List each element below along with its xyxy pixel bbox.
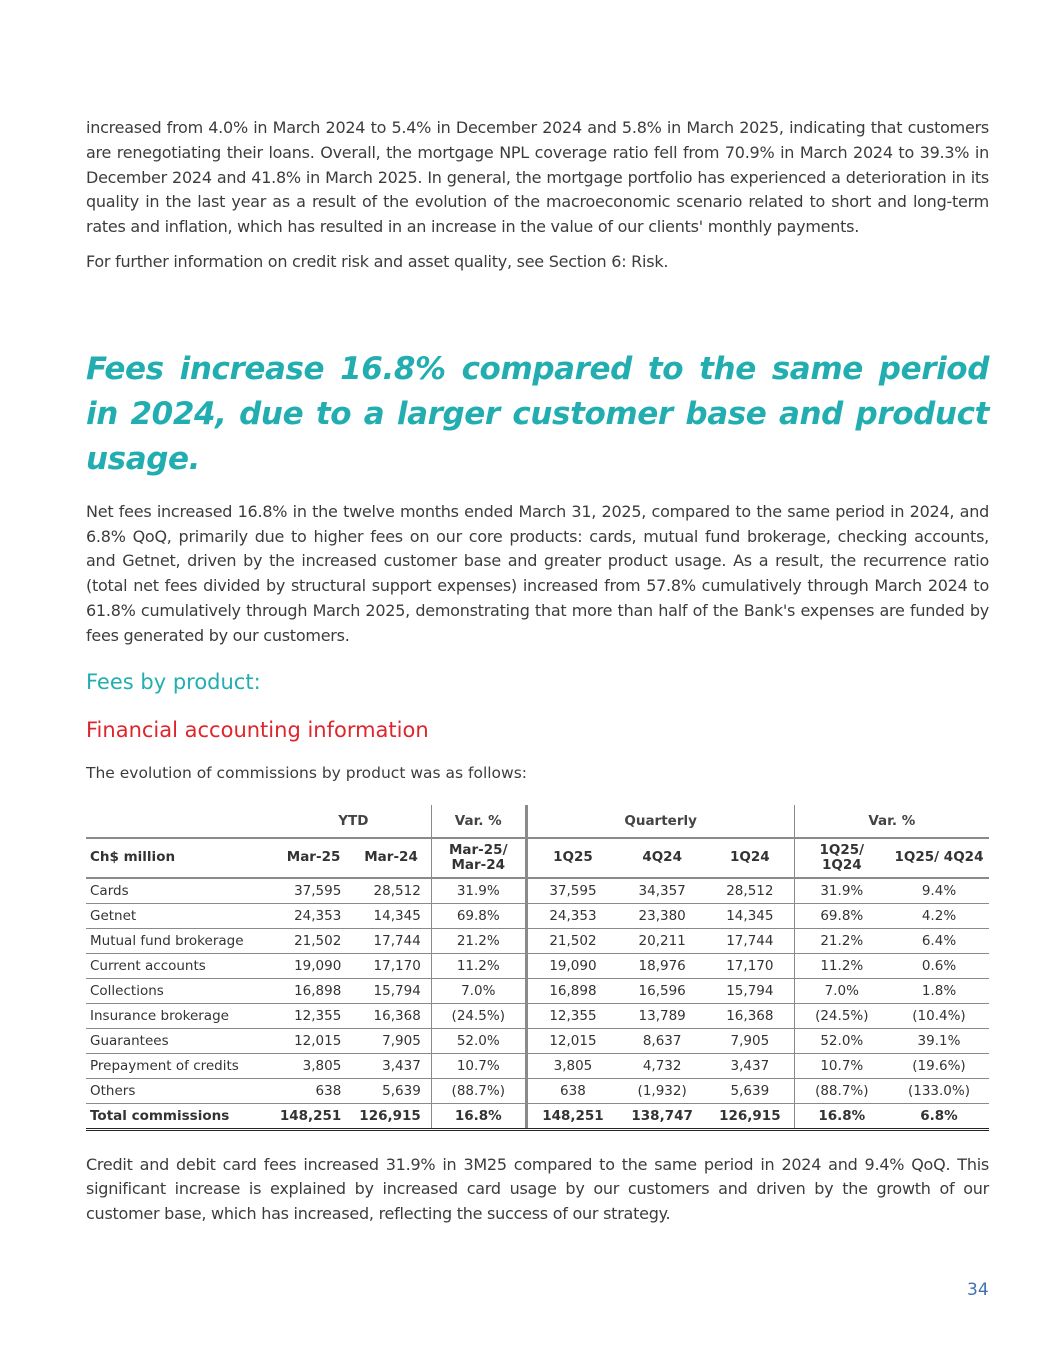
cell-value: 12,015 bbox=[526, 1028, 618, 1053]
row-label: Total commissions bbox=[86, 1103, 276, 1129]
cell-value: 13,789 bbox=[618, 1003, 706, 1028]
column-header-row bbox=[86, 838, 989, 878]
group-header-row bbox=[86, 805, 989, 838]
cell-value: 148,251 bbox=[526, 1103, 618, 1129]
col-1q25: 1Q25 bbox=[526, 838, 618, 878]
cell-value: 11.2% bbox=[431, 953, 526, 978]
subheading-fees-by-product: Fees by product: bbox=[86, 669, 261, 694]
cell-value: 12,355 bbox=[526, 1003, 618, 1028]
col-mar25: Mar-25 bbox=[276, 838, 352, 878]
cell-value: 28,512 bbox=[351, 878, 431, 904]
table-row bbox=[86, 928, 989, 953]
cell-value: (1,932) bbox=[618, 1078, 706, 1103]
col-var-ytd: Mar-25/ Mar-24 bbox=[431, 838, 526, 878]
table-row bbox=[86, 1003, 989, 1028]
cell-value: 10.7% bbox=[431, 1053, 526, 1078]
cell-value: 6.8% bbox=[889, 1103, 989, 1129]
cell-value: 24,353 bbox=[526, 903, 618, 928]
cell-value: 37,595 bbox=[276, 878, 352, 904]
cell-value: 5,639 bbox=[351, 1078, 431, 1103]
cell-value: 52.0% bbox=[794, 1028, 889, 1053]
table-intro: The evolution of commissions by product was as follows: bbox=[86, 763, 528, 782]
cell-value: 16,596 bbox=[618, 978, 706, 1003]
row-label: Insurance brokerage bbox=[86, 1003, 276, 1028]
cell-value: 3,437 bbox=[706, 1053, 794, 1078]
cell-value: 52.0% bbox=[431, 1028, 526, 1053]
paragraph-card-fees: Credit and debit card fees increased 31.9% in 3M25 compared to the same period in 2024 and 9.4% QoQ. This significant increase is explained by increased card usage by our customers and driven by the growth of our customer base, which has increased, reflecting the success of our strategy. bbox=[86, 1154, 989, 1224]
page-number: 34 bbox=[967, 1280, 989, 1300]
cell-value: 126,915 bbox=[351, 1103, 431, 1129]
cell-value: 16,898 bbox=[276, 978, 352, 1003]
row-label: Collections bbox=[86, 978, 276, 1003]
col-var-1q: 1Q25/ 1Q24 bbox=[794, 838, 889, 878]
row-label: Guarantees bbox=[86, 1028, 276, 1053]
cell-value: 3,805 bbox=[526, 1053, 618, 1078]
cell-value: (24.5%) bbox=[431, 1003, 526, 1028]
cell-value: 69.8% bbox=[794, 903, 889, 928]
group-var-ytd: Var. % bbox=[431, 805, 526, 838]
cell-value: (10.4%) bbox=[889, 1003, 989, 1028]
col-1q24: 1Q24 bbox=[706, 838, 794, 878]
cell-value: 14,345 bbox=[351, 903, 431, 928]
commissions-table bbox=[86, 805, 989, 1131]
row-label: Others bbox=[86, 1078, 276, 1103]
cell-value: 8,637 bbox=[618, 1028, 706, 1053]
page-content bbox=[86, 116, 989, 1227]
cell-value: 9.4% bbox=[889, 878, 989, 904]
row-label: Mutual fund brokerage bbox=[86, 928, 276, 953]
group-quarterly: Quarterly bbox=[526, 805, 794, 838]
cell-value: 21,502 bbox=[276, 928, 352, 953]
cell-value: 5,639 bbox=[706, 1078, 794, 1103]
subheading-financial-info: Financial accounting information bbox=[86, 717, 429, 742]
cell-value: 16.8% bbox=[794, 1103, 889, 1129]
cell-value: 4.2% bbox=[889, 903, 989, 928]
cell-value: 7,905 bbox=[706, 1028, 794, 1053]
cell-value: 7.0% bbox=[431, 978, 526, 1003]
cell-value: (24.5%) bbox=[794, 1003, 889, 1028]
col-var-4q: 1Q25/ 4Q24 bbox=[889, 838, 989, 878]
cell-value: 12,015 bbox=[276, 1028, 352, 1053]
table-row bbox=[86, 953, 989, 978]
cell-value: 19,090 bbox=[526, 953, 618, 978]
cell-value: 15,794 bbox=[351, 978, 431, 1003]
cell-value: 17,744 bbox=[351, 928, 431, 953]
cell-value: 16,368 bbox=[351, 1003, 431, 1028]
cell-value: 24,353 bbox=[276, 903, 352, 928]
cell-value: 17,744 bbox=[706, 928, 794, 953]
cell-value: 0.6% bbox=[889, 953, 989, 978]
table-row bbox=[86, 978, 989, 1003]
cell-value: 21,502 bbox=[526, 928, 618, 953]
col-label: Ch$ million bbox=[86, 838, 276, 878]
cell-value: 17,170 bbox=[706, 953, 794, 978]
cell-value: 638 bbox=[276, 1078, 352, 1103]
cell-value: 28,512 bbox=[706, 878, 794, 904]
cell-value: 39.1% bbox=[889, 1028, 989, 1053]
section-heading-fees: Fees increase 16.8% compared to the same period in 2024, due to a larger customer base and product usage. bbox=[86, 350, 989, 477]
cell-value: 23,380 bbox=[618, 903, 706, 928]
paragraph-net-fees: Net fees increased 16.8% in the twelve months ended March 31, 2025, compared to the same period in 2024, and 6.8% QoQ, primarily due to higher fees on our core products: cards, mutual fund brokerage, checking accounts, and Getnet, driven by the increased customer base and greater product usage. As a result, the recurrence ratio (total net fees divided by structural support expenses) increased from 57.8% cumulatively through March 2024 to 61.8% cumulatively through March 2025, demonstrating that more than half of the Bank's expenses are funded by fees generated by our customers. bbox=[86, 501, 989, 645]
cell-value: 21.2% bbox=[794, 928, 889, 953]
group-ytd: YTD bbox=[338, 812, 369, 829]
cell-value: 37,595 bbox=[526, 878, 618, 904]
cell-value: 16,898 bbox=[526, 978, 618, 1003]
row-label: Getnet bbox=[86, 903, 276, 928]
cell-value: 21.2% bbox=[431, 928, 526, 953]
col-4q24: 4Q24 bbox=[618, 838, 706, 878]
table-row bbox=[86, 1078, 989, 1103]
table-row bbox=[86, 1028, 989, 1053]
table-row bbox=[86, 1053, 989, 1078]
cell-value: 1.8% bbox=[889, 978, 989, 1003]
cell-value: 7,905 bbox=[351, 1028, 431, 1053]
table-row bbox=[86, 1103, 989, 1129]
table-row bbox=[86, 878, 989, 904]
cell-value: 15,794 bbox=[706, 978, 794, 1003]
cell-value: 31.9% bbox=[431, 878, 526, 904]
cell-value: 16.8% bbox=[431, 1103, 526, 1129]
cell-value: 34,357 bbox=[618, 878, 706, 904]
cell-value: 16,368 bbox=[706, 1003, 794, 1028]
cell-value: 19,090 bbox=[276, 953, 352, 978]
table-body bbox=[86, 878, 989, 1130]
cell-value: 638 bbox=[526, 1078, 618, 1103]
cell-value: 148,251 bbox=[276, 1103, 352, 1129]
group-var-quarterly: Var. % bbox=[794, 805, 989, 838]
cell-value: 69.8% bbox=[431, 903, 526, 928]
row-label: Cards bbox=[86, 878, 276, 904]
cell-value: 31.9% bbox=[794, 878, 889, 904]
cell-value: (133.0%) bbox=[889, 1078, 989, 1103]
cell-value: 17,170 bbox=[351, 953, 431, 978]
cell-value: 138,747 bbox=[618, 1103, 706, 1129]
cell-value: 10.7% bbox=[794, 1053, 889, 1078]
col-mar24: Mar-24 bbox=[351, 838, 431, 878]
cell-value: (19.6%) bbox=[889, 1053, 989, 1078]
cell-value: 7.0% bbox=[794, 978, 889, 1003]
cell-value: 11.2% bbox=[794, 953, 889, 978]
cell-value: 18,976 bbox=[618, 953, 706, 978]
paragraph-risk-reference: For further information on credit risk and asset quality, see Section 6: Risk. bbox=[86, 251, 669, 271]
cell-value: 3,805 bbox=[276, 1053, 352, 1078]
cell-value: 20,211 bbox=[618, 928, 706, 953]
row-label: Prepayment of credits bbox=[86, 1053, 276, 1078]
paragraph-mortgage-npl: increased from 4.0% in March 2024 to 5.4% in December 2024 and 5.8% in March 2025, indicating that customers are renegotiating their loans. Overall, the mortgage NPL coverage ratio fell from 70.9% in March 2024 to 39.3% in December 2024 and 41.8% in March 2025. In general, the mortgage portfolio has experienced a deterioration in its quality in the last year as a result of the evolution of the macroeconomic scenario related to short and long-term rates and inflation, which has resulted in an increase in the value of our clients' monthly payments. bbox=[86, 118, 989, 237]
cell-value: 12,355 bbox=[276, 1003, 352, 1028]
cell-value: 4,732 bbox=[618, 1053, 706, 1078]
cell-value: (88.7%) bbox=[431, 1078, 526, 1103]
row-label: Current accounts bbox=[86, 953, 276, 978]
cell-value: 126,915 bbox=[706, 1103, 794, 1129]
cell-value: (88.7%) bbox=[794, 1078, 889, 1103]
cell-value: 6.4% bbox=[889, 928, 989, 953]
cell-value: 3,437 bbox=[351, 1053, 431, 1078]
cell-value: 14,345 bbox=[706, 903, 794, 928]
table-row bbox=[86, 903, 989, 928]
